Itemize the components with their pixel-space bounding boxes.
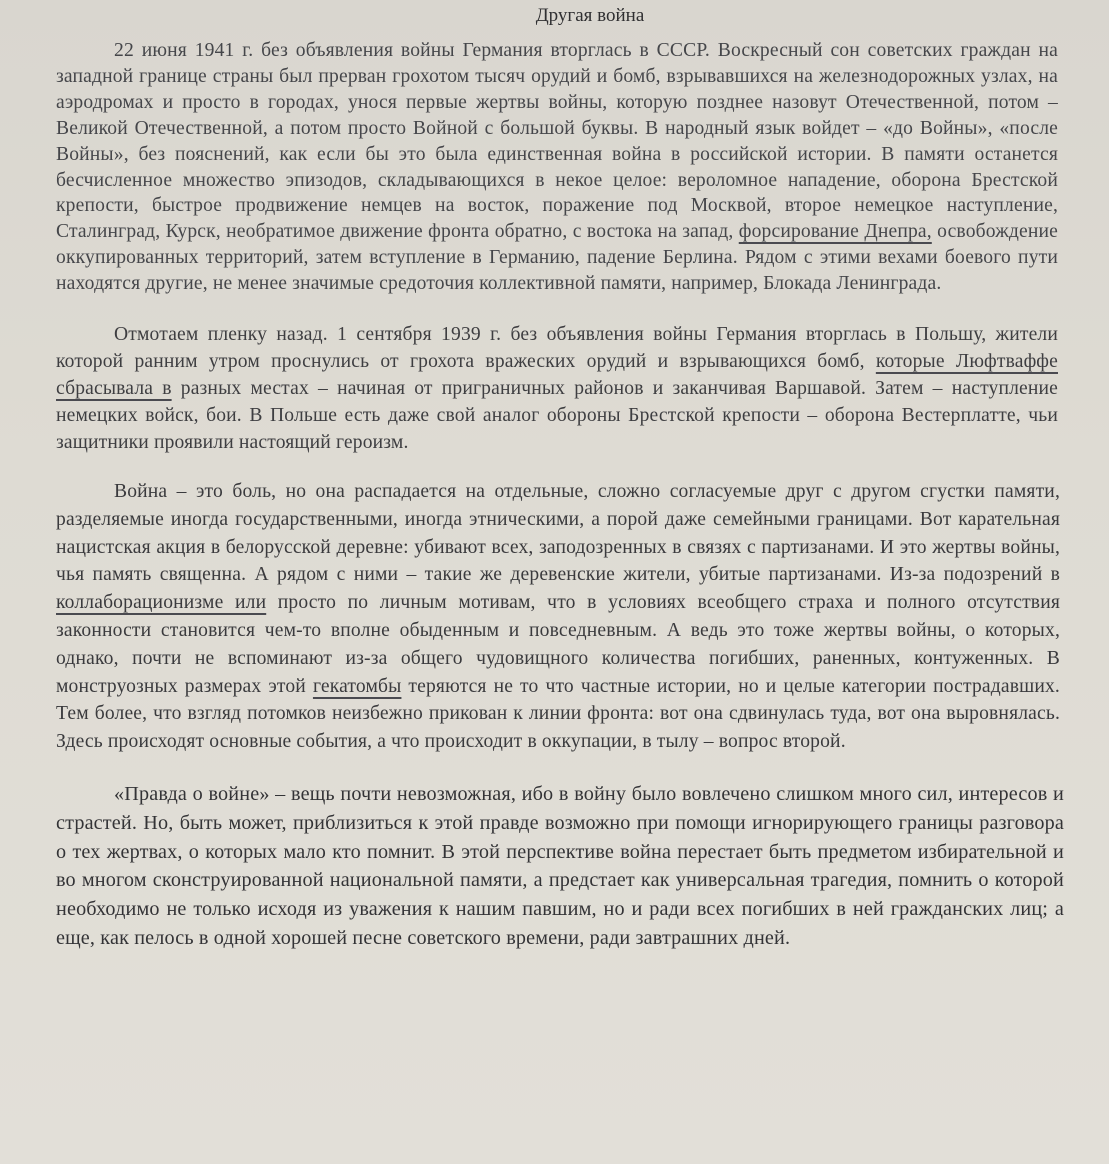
paragraph-3 — [56, 478, 1064, 756]
underlined-word-hecatomb: гекатомбы — [312, 675, 402, 697]
paragraph-1-text-a: 22 июня 1941 г. без объявления войны Германия вторглась в СССР. Воскресный сон советских граждан на западной границе страны был прерван грохотом тысяч орудий и бомб, взрывавшихся на железнодорожных узлах, на аэродромах и просто в городах, унося первые жертвы войны, которую позднее назовут Отечественной, потом – Великой Отечественной, а потом просто Войной с большой буквы. В народный язык войдет – «до Войны», «после Войны», без пояснений, как если бы это была единственная война в российской истории. В памяти останется бесчисленное множество эпизодов, складывающихся в некое целое: вероломное нападение, оборона Брестской крепости, быстрое продвижение немцев на восток, поражение под Москвой, второе немецкое наступление, Сталинград, Курск, необратимое движение фронта обратно, с востока на запад, — [56, 40, 1058, 243]
underlined-phrase-luftwaffe: которые Люфтваффе сбрасывала в — [56, 351, 1058, 400]
document-page — [56, 0, 1064, 1164]
underlined-phrase-dnepr: форсирование Днепра, — [738, 221, 932, 243]
paragraph-3-text-c: теряются не то что частные истории, но и целые категории пострадавших. Тем более, что взгляд потомков неизбежно прикован к линии фронта: вот она сдвинулась туда, вот она выровнялась. Здесь происходят основные события, а что происходит в оккупации, в тылу – вопрос второй. — [56, 675, 1060, 753]
underlined-phrase-collaboration: коллаборационизме или — [56, 592, 267, 614]
document-title: Другая война — [535, 5, 645, 26]
paragraph-2 — [56, 321, 1064, 456]
paragraph-3-text-b: просто по личным мотивам, что в условиях всеобщего страха и полного отсутствия законности становится чем-то вполне обыденным и повседневным. А ведь это тоже жертвы войны, о которых, однако, почти не вспоминают из-за общего чудовищного количества погибших, раненных, контуженных. В монструозных размерах этой — [56, 592, 1060, 697]
paragraph-2-text-b: разных местах – начиная от приграничных районов и заканчивая Варшавой. Затем – наступление немецких войск, бои. В Польше есть даже свой аналог обороны Брестской крепости – оборона Вестерплатте, чьи защитники проявили настоящий героизм. — [56, 378, 1058, 454]
paragraph-1 — [56, 38, 1064, 297]
paragraph-2-text-a: Отмотаем пленку назад. 1 сентября 1939 г. без объявления войны Германия вторглась в Польшу, жители которой ранним утром проснулись от грохота вражеских орудий и взрывающихся бомб, — [56, 324, 1058, 373]
paragraph-1-text-b: освобождение оккупированных территорий, затем вступление в Германию, падение Берлина. Рядом с этими вехами боевого пути находятся другие, не менее значимые средоточия коллективной памяти, например, Блокада Ленинграда. — [56, 221, 1058, 295]
paragraph-4: «Правда о войне» – вещь почти невозможная, ибо в войну было вовлечено слишком много сил, интересов и страстей. Но, быть может, приблизиться к этой правде возможно при помощи игнорирующего границы разговора о тех жертвах, о которых мало кто помнит. В этой перспективе война перестает быть предметом избирательной и во многом сконструированной национальной памяти, а предстает как универсальная трагедия, помнить о которой необходимо не только исходя из уважения к нашим павшим, но и ради всех погибших в ней гражданских лиц; а еще, как пелось в одной хорошей песне советского времени, ради завтрашних дней. — [56, 783, 1064, 950]
paragraph-3-text-a: Война – это боль, но она распадается на отдельные, сложно согласуемые друг с другом сгустки памяти, разделяемые иногда государственными, иногда этническими, а порой даже семейными границами. Вот карательная нацистская акция в белорусской деревне: убивают всех, заподозренных в связях с партизанами. И это жертвы войны, чья память священна. А рядом с ними – такие же деревенские жители, убитые партизанами. Из-за подозрений в — [56, 481, 1060, 586]
